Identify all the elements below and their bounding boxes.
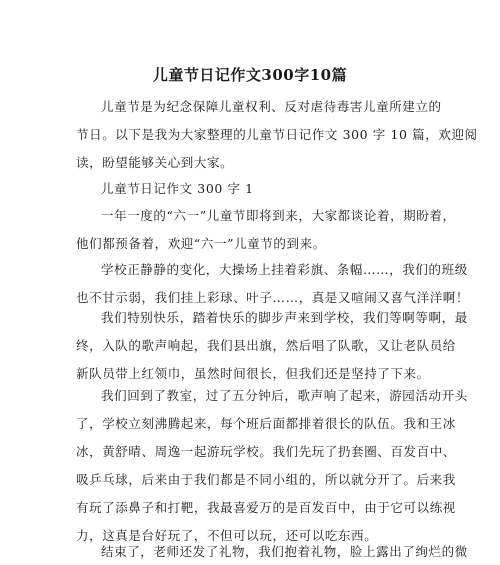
document-title: 儿童节日记作文300字10篇 — [152, 66, 348, 84]
text-line: 力，这真是台好玩了，不但可以玩，还可以吃东西。 — [76, 528, 378, 543]
text-line: 我们特别快乐，踏着快乐的脚步声来到学校，我们等啊等啊，最 — [101, 310, 468, 325]
paragraph-body — [76, 202, 456, 258]
text-line: 读，盼望能够关心到大家。 — [76, 155, 234, 170]
text-line: 结束了，老师还发了礼物，我们抱着礼物，脸上露出了绚烂的微 — [101, 544, 468, 559]
section-heading — [76, 175, 428, 203]
text-line: 学校正静静的变化，大操场上挂着彩旗、条幅……，我们的班级 — [101, 262, 468, 277]
text-line: 了，学校立刻沸腾起来，每个班后面都排着很长的队伍。我和王冰 — [76, 416, 456, 431]
text-line: 一年一度的“六一”儿童节即将到来，大家都谈论着，期盼着， — [101, 208, 456, 223]
text-line: 节日。以下是我为大家整理的儿童节日记作文 300 字 10 篇，欢迎阅 — [76, 127, 478, 142]
text-line: 有玩了添鼻子和打靶，我最喜爱万的是百发百中，由于它可以练视 — [76, 500, 456, 515]
text-line: 我们回到了教室，过了五分钟后，歌声响了起来，游园活动开头 — [101, 388, 468, 403]
text-line: 他们都预备着，欢迎“六一”儿童节的到来。 — [76, 236, 326, 251]
text-line: 也不甘示弱，我们挂上彩球、叶子……，真是又喧闹又喜气洋洋啊！ — [76, 290, 470, 305]
paragraph-body — [76, 304, 468, 388]
text-line: 冰，黄舒晴、周逸一起游玩学校。我们先玩了扔套圈、百发百中、 — [76, 444, 456, 459]
text-line: 新队员带上红领巾，虽然时间很长，但我们还是坚持了下来。 — [76, 366, 430, 381]
paragraph-intro — [76, 93, 478, 177]
text-line: 儿童节是为纪念保障儿童权利、反对虐待毒害儿童所建立的 — [101, 99, 442, 114]
text-line: 儿童节日记作文 300 字 1 — [101, 181, 254, 196]
paragraph-body — [76, 538, 468, 565]
text-line: 吸乒乓球，后来由于我们都是不同小组的，所以就分开了。后来我 — [76, 472, 456, 487]
paragraph-body — [76, 382, 468, 550]
text-line: 终，入队的歌声响起，我们县出旗，然后唱了队歌，又让老队员给 — [76, 338, 456, 353]
